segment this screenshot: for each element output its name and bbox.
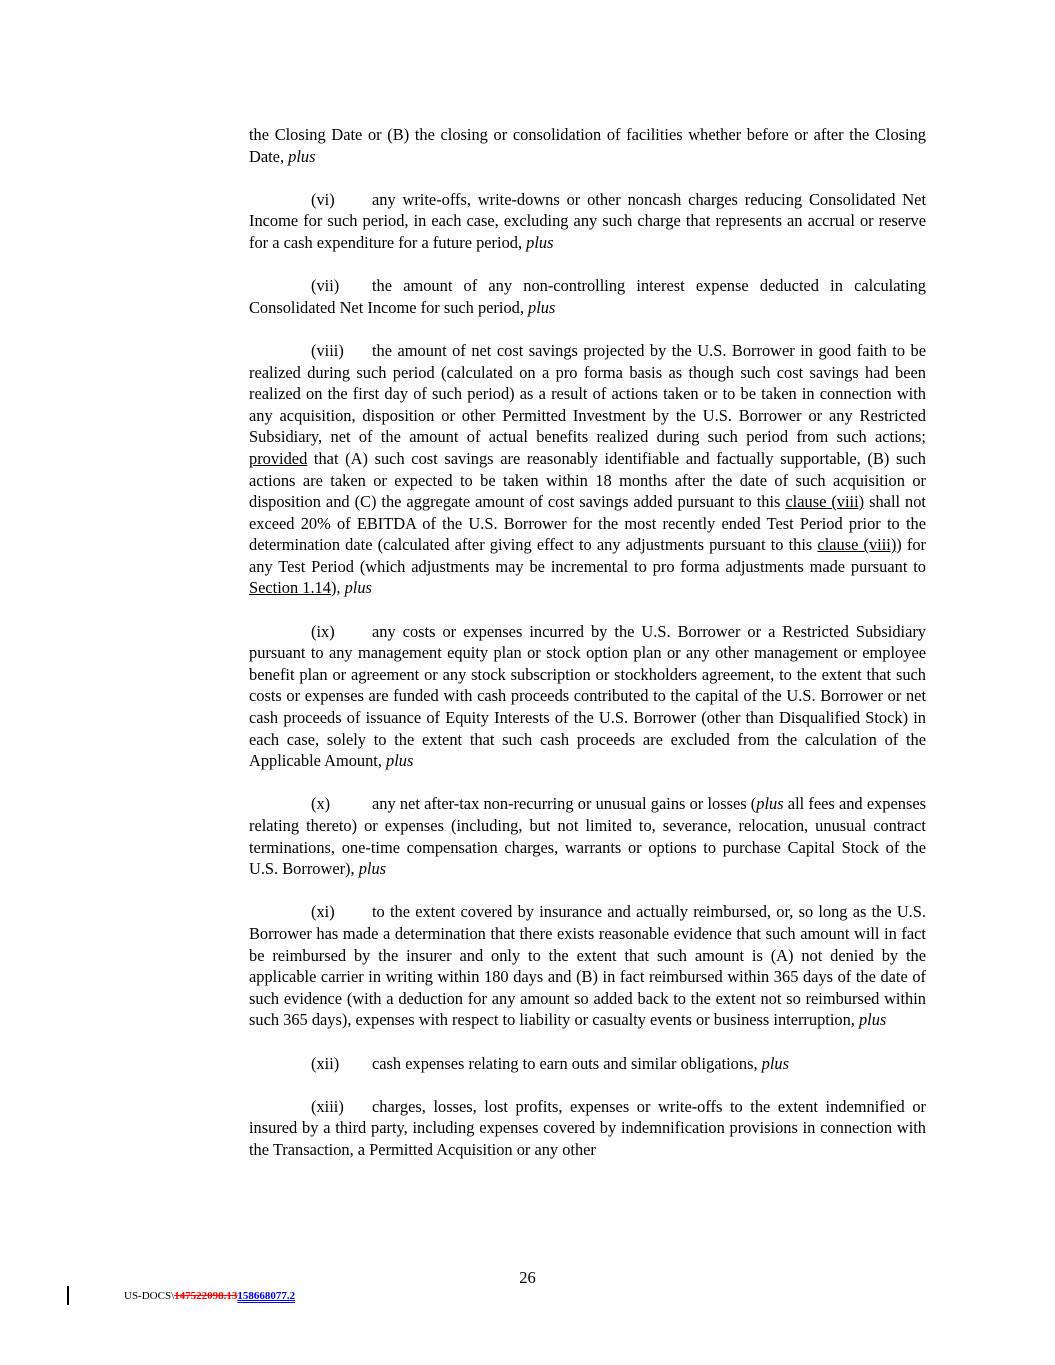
emphasis-text: plus [344, 578, 372, 598]
cross-reference: clause (viii) [817, 535, 897, 555]
clause-label: (xii) [311, 1053, 340, 1073]
clause-label: (vii) [311, 276, 340, 296]
clause-text: cash expenses relating to earn outs and similar obligations, [372, 1053, 762, 1073]
clause-text: charges, losses, lost profits, expenses or write-offs to the extent indemnified or insured by a third party, including expenses covered by indemnification provisions in connection with the Transaction, a Permitted Acquisition or any other [249, 1096, 926, 1159]
clause-text: the amount of any non-controlling interest expense deducted in calculating Consolidated Net Income for such period, [249, 276, 926, 317]
clause-item [249, 275, 926, 318]
footer-inserted-id: 158668077.2 [237, 1290, 296, 1302]
clause-item [249, 901, 926, 1031]
cross-reference: clause (viii) [785, 492, 865, 512]
footer-prefix: US-DOCS\ [124, 1290, 175, 1302]
cross-reference: provided [249, 448, 308, 468]
change-bar [67, 1286, 69, 1305]
clause-label: (xiii) [311, 1096, 344, 1116]
cross-reference: Section 1.14 [249, 578, 331, 598]
clause-text: all fees and expenses relating thereto) or expenses (including, but not limited to, severance, relocation, unusual contract terminations, one-time compensation charges, warrants or options to purchase Capital Stock of the U.S. Borrower), [249, 794, 926, 879]
intro-plus: plus [288, 146, 316, 166]
emphasis-text: plus [358, 859, 387, 879]
clause-item [249, 621, 926, 772]
clause-text: to the extent covered by insurance and actually reimbursed, or, so long as the U.S. Borrower has made a determination that there exists reasonable evidence that such amount will in fact be reimbursed by the insurer and only to the extent that such amount is (A) not denied by the applicable carrier in writing within 180 days and (B) in fact reimbursed within 365 days of the date of such evidence (with a deduction for any amount so added back to the extent not so reimbursed within such 365 days), expenses with respect to liability or casualty events or business interruption, [249, 902, 926, 1030]
emphasis-text: plus [858, 1010, 887, 1030]
page-number: 26 [519, 1268, 536, 1287]
clause-text: that (A) such cost savings are reasonably identifiable and factually supportable, (B) such actions are taken or expected to be taken within 18 months after the date of such acquisition or disposition and (C) the aggregate amount of cost savings added pursuant to this [249, 448, 926, 512]
clause-list [249, 189, 926, 1161]
clause-label: (x) [311, 794, 331, 814]
clause-item [249, 1096, 926, 1161]
clause-item [249, 793, 926, 879]
clause-item [249, 340, 926, 599]
emphasis-text: plus [526, 232, 554, 252]
intro-paragraph [249, 124, 926, 167]
emphasis-text: plus [756, 794, 784, 814]
document-body [249, 124, 926, 1182]
document-footer [124, 1290, 295, 1302]
clause-text: ) for any Test Period (which adjustments may be incremental to pro forma adjustments made pursuant to [249, 535, 927, 576]
footer-deleted-id: 147522098.13 [174, 1290, 238, 1302]
clause-text: the amount of net cost savings projected by the U.S. Borrower in good faith to be realized during such period (calculated on a pro forma basis as though such cost savings had been realized on the first day of such period) as a result of actions taken or to be taken in connection with any acquisition, disposition or other Permitted Investment by the U.S. Borrower or any Restricted Subsidiary, net of the amount of actual benefits realized during such period from such actions; [249, 340, 926, 447]
clause-label: (vi) [311, 189, 335, 209]
clause-label: (ix) [311, 621, 335, 641]
clause-text: any costs or expenses incurred by the U.S. Borrower or a Restricted Subsidiary pursuant to any management equity plan or stock option plan or any other management or employee benefit plan or agreement or any stock subscription or stockholders agreement, to the extent that such costs or expenses are funded with cash proceeds contributed to the capital of the U.S. Borrower or net cash proceeds of issuance of Equity Interests of the U.S. Borrower (other than Disqualified Stock) in each case, solely to the extent that such cash proceeds are excluded from the calculation of the Applicable Amount, [249, 621, 926, 771]
clause-item [249, 1053, 926, 1075]
emphasis-text: plus [761, 1053, 789, 1073]
emphasis-text: plus [386, 751, 414, 771]
clause-label: (xi) [311, 902, 335, 922]
emphasis-text: plus [528, 297, 556, 317]
clause-label: (viii) [311, 340, 344, 360]
clause-text: ), [330, 578, 345, 598]
clause-text: any net after-tax non-recurring or unusual gains or losses ( [372, 794, 757, 814]
intro-text: the Closing Date or (B) the closing or consolidation of facilities whether before or after the Closing Date, [249, 125, 926, 166]
clause-item [249, 189, 926, 254]
clause-text: shall not exceed 20% of EBITDA of the U.S. Borrower for the most recently ended Test Period prior to the determination date (calculated after giving effect to any adjustments pursuant to this [249, 492, 926, 555]
clause-text: any write-offs, write-downs or other noncash charges reducing Consolidated Net Income for such period, in each case, excluding any such charge that represents an accrual or reserve for a cash expenditure for a future period, [249, 189, 926, 252]
